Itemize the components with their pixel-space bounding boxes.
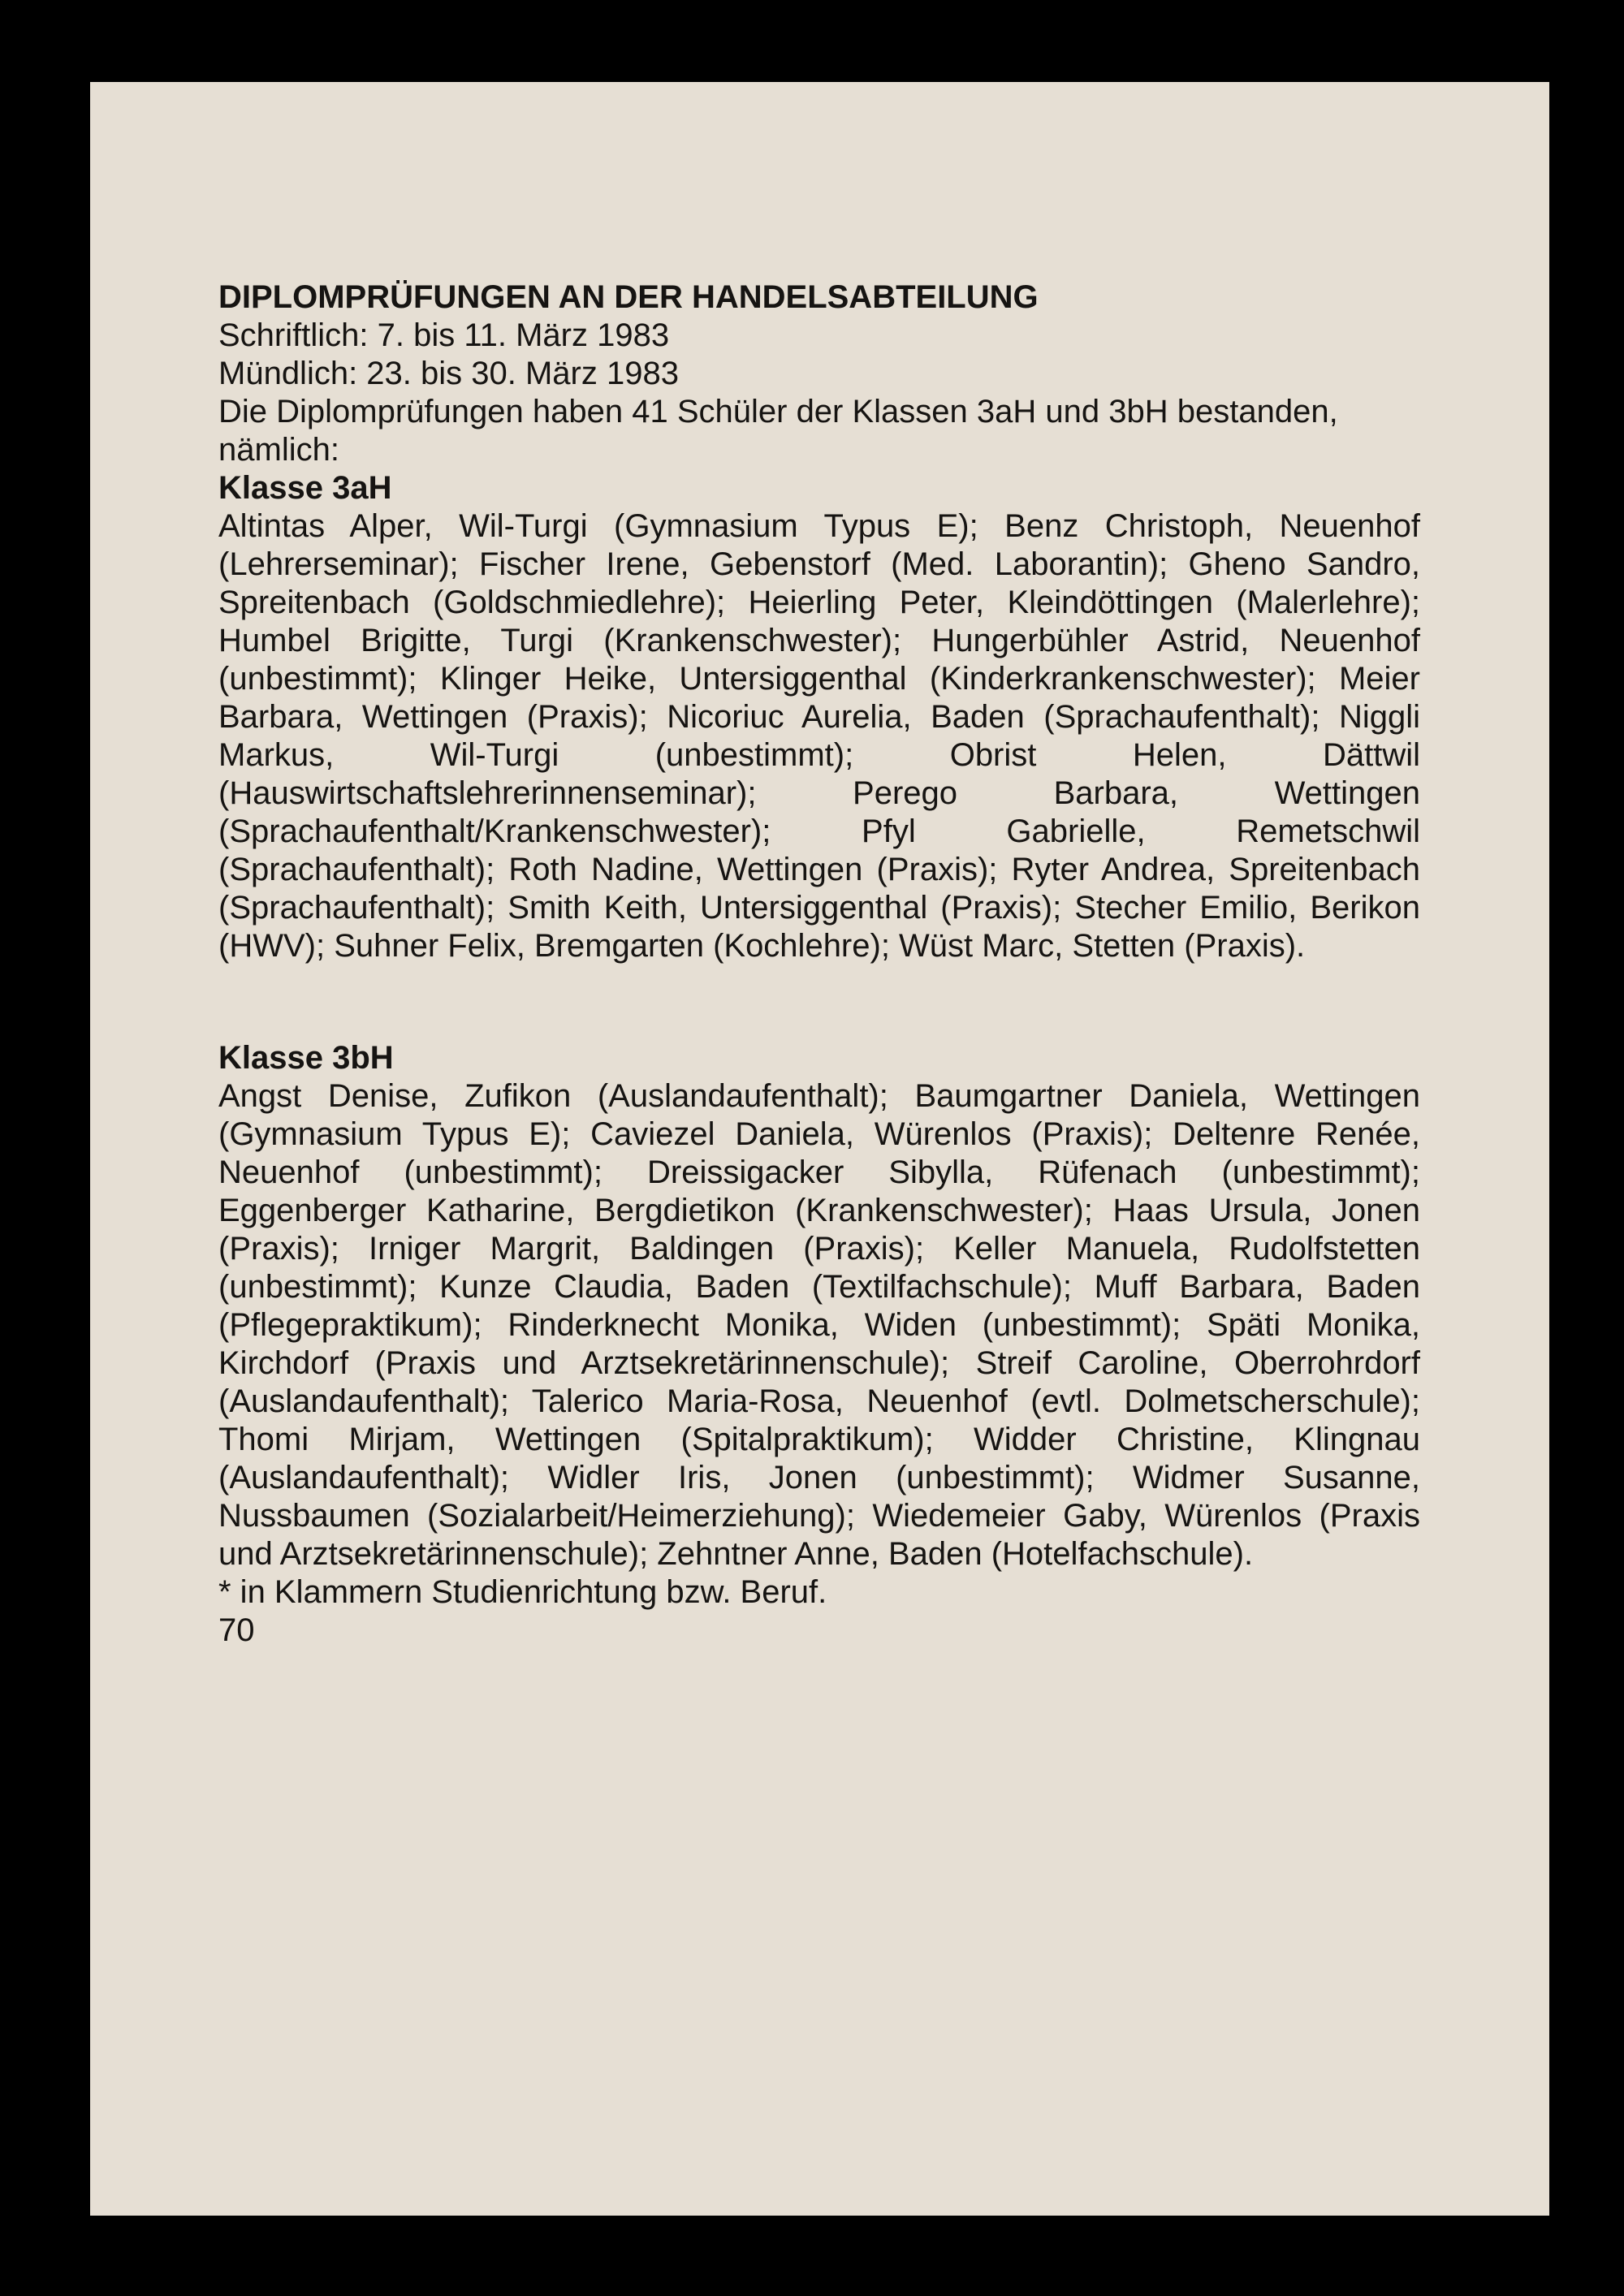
- page-content: [218, 278, 1420, 1650]
- class-3ah-title: Klasse 3aH: [218, 470, 392, 506]
- scanned-page: [90, 82, 1549, 2216]
- footnote: * in Klammern Studienrichtung bzw. Beruf.: [218, 1574, 827, 1610]
- class-3bh-title: Klasse 3bH: [218, 1040, 394, 1076]
- class-3ah-students: Altintas Alper, Wil-Turgi (Gymnasium Typus E); Benz Christoph, Neuenhof (Lehrerseminar); Fischer Irene, Gebenstorf (Med. Laborantin); Gheno Sandro, Spreitenbach (Goldschmiedlehre); Heierling Peter, Kleindöttingen (Malerlehre); Humbel Brigitte, Turgi (Krankenschwester); Hungerbühler Astrid, Neuenhof (unbestimmt); Klinger Heike, Untersiggenthal (Kinderkrankenschwester); Meier Barbara, Wettingen (Praxis); Nicoriuc Aurelia, Baden (Sprachaufenthalt); Niggli Markus, Wil-Turgi (unbestimmt); Obrist Helen, Dättwil (Hauswirtschaftslehrerinnenseminar); Perego Barbara, Wettingen (Sprachaufenthalt/Krankenschwester); Pfyl Gabrielle, Remetschwil (Sprachaufenthalt); Roth Nadine, Wettingen (Praxis); Ryter Andrea, Spreitenbach (Sprachaufenthalt); Smith Keith, Untersiggenthal (Praxis); Stecher Emilio, Berikon (HWV); Suhner Felix, Bremgarten (Kochlehre); Wüst Marc, Stetten (Praxis).: [218, 508, 1420, 964]
- class-3bh-students: Angst Denise, Zufikon (Auslandaufenthalt); Baumgartner Daniela, Wettingen (Gymnasium Typus E); Caviezel Daniela, Würenlos (Praxis); Deltenre Renée, Neuenhof (unbestimmt); Dreissigacker Sibylla, Rüfenach (unbestimmt); Eggenberger Katharine, Bergdietikon (Krankenschwester); Haas Ursula, Jonen (Praxis); Irniger Margrit, Baldingen (Praxis); Keller Manuela, Rudolfstetten (unbestimmt); Kunze Claudia, Baden (Textilfachschule); Muff Barbara, Baden (Pflegepraktikum); Rinderknecht Monika, Widen (unbestimmt); Späti Monika, Kirchdorf (Praxis und Arztsekretärinnenschule); Streif Caroline, Oberrohrdorf (Auslandaufenthalt); Talerico Maria-Rosa, Neuenhof (evtl. Dolmetscherschule); Thomi Mirjam, Wettingen (Spitalpraktikum); Widder Christine, Klingnau (Auslandaufenthalt); Widler Iris, Jonen (unbestimmt); Widmer Susanne, Nussbaumen (Sozialarbeit/Heimerziehung); Wiedemeier Gaby, Würenlos (Praxis und Arztsekretärinnenschule); Zehntner Anne, Baden (Hotelfachschule).: [218, 1078, 1420, 1572]
- exam-dates: [218, 317, 1420, 393]
- oral-exam-date: Mündlich: 23. bis 30. März 1983: [218, 356, 679, 391]
- document-title: DIPLOMPRÜFUNGEN AN DER HANDELSABTEILUNG: [218, 279, 1039, 315]
- page-number: 70: [218, 1612, 255, 1648]
- intro-paragraph: Die Diplomprüfungen haben 41 Schüler der Klassen 3aH und 3bH bestanden, nämlich:: [218, 394, 1338, 468]
- written-exam-date: Schriftlich: 7. bis 11. März 1983: [218, 317, 670, 353]
